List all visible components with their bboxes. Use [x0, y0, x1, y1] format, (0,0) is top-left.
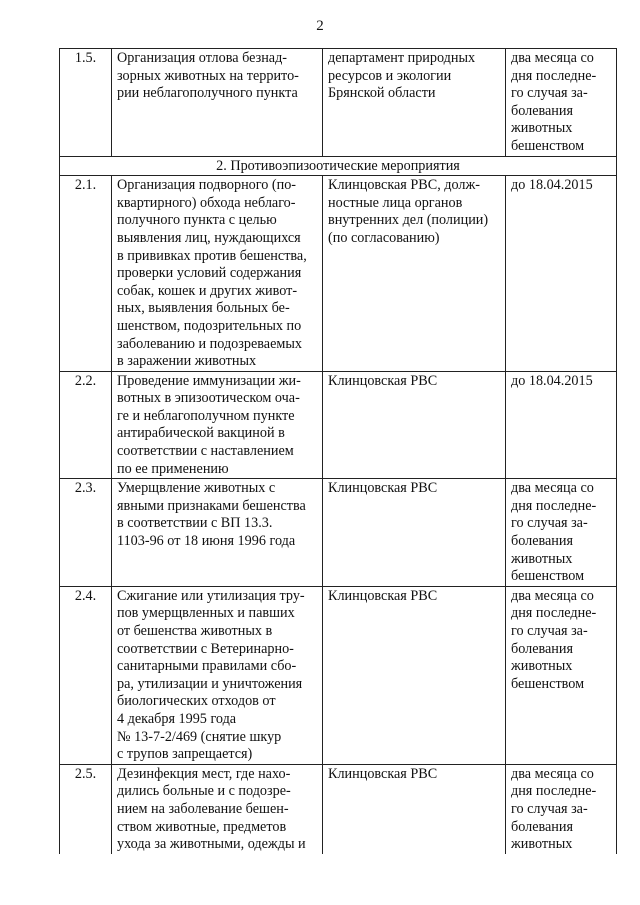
responsible-line: ресурсов и экологии: [328, 67, 452, 84]
action-line: шенством, подозрительных по: [117, 317, 302, 334]
deadline-line: дня последне-: [511, 783, 597, 800]
action-line: от бешенства животных в: [117, 623, 273, 639]
deadline-line: животных: [511, 836, 573, 853]
action-line: выявления лиц, нуждающихся: [117, 229, 301, 246]
action-line: явными признаками бешенства: [117, 497, 306, 514]
responsible-cell: [323, 479, 506, 587]
deadline-cell: [506, 49, 617, 157]
responsible-line: Клинцовская РВС: [328, 372, 438, 389]
action-line: с трупов запрещается): [117, 746, 253, 763]
deadline-line: до 18.04.2015: [511, 177, 593, 194]
item-number: 2.1.: [60, 176, 112, 372]
deadline-cell: [506, 479, 617, 587]
action-line: Организация отлова безнад-: [117, 50, 288, 66]
action-line: Дезинфекция мест, где нахо-: [117, 765, 291, 782]
deadline-line: два месяца со: [511, 765, 594, 782]
deadline-cell: [506, 371, 617, 479]
action-line: в прививках против бешенства,: [117, 247, 307, 264]
action-line: Проведение иммунизации жи-: [117, 372, 301, 389]
action-line: заболеванию и подозреваемых: [117, 335, 302, 352]
action-line: ством животные, предметов: [117, 818, 287, 835]
item-number: 2.2.: [60, 371, 112, 479]
table-row: [60, 479, 617, 587]
action-line: ухода за животными, одежды и: [117, 836, 306, 853]
deadline-line: го случая за-: [511, 800, 588, 817]
action-line: соответствии с наставлением: [117, 443, 294, 460]
deadline-line: болевания: [511, 533, 574, 550]
action-line: соответствии с Ветеринарно-: [117, 640, 294, 657]
action-line: проверки условий содержания: [117, 265, 302, 282]
action-line: в соответствии с ВП 13.3.: [117, 515, 273, 532]
deadline-line: дня последне-: [511, 497, 597, 514]
deadline-line: го случая за-: [511, 515, 588, 532]
action-cell: [112, 176, 323, 372]
action-line: 1103-96 от 18 июня 1996 года: [117, 533, 296, 550]
responsible-cell: [323, 764, 506, 853]
action-line: Сжигание или утилизация тру-: [117, 587, 305, 604]
action-line: квартирного) обхода неблаго-: [117, 194, 296, 211]
action-cell: [112, 49, 323, 157]
deadline-line: го случая за-: [511, 85, 588, 102]
action-line: ге и неблагополучном пункте: [117, 407, 295, 424]
action-line: ра, утилизации и уничтожения: [117, 675, 303, 692]
action-line: Организация подворного (по-: [117, 177, 297, 194]
action-line: биологических отходов от: [117, 693, 276, 710]
item-number: 2.5.: [60, 764, 112, 853]
page-number: 2: [316, 18, 324, 34]
action-line: получного пункта с целью: [117, 212, 277, 229]
responsible-line: Клинцовская РВС, долж-: [328, 177, 481, 194]
responsible-line: (по согласованию): [328, 229, 440, 246]
action-line: вотных в эпизоотическом оча-: [117, 390, 300, 407]
deadline-line: бешенством: [511, 675, 585, 692]
action-line: № 13-7-2/469 (снятие шкур: [117, 728, 282, 745]
item-number: 2.3.: [60, 479, 112, 587]
deadline-line: бешенством: [511, 137, 585, 154]
action-line: пов умерщвленных и павших: [117, 605, 295, 622]
action-line: рии неблагополучного пункта: [117, 85, 298, 102]
action-cell: [112, 371, 323, 479]
action-cell: [112, 586, 323, 764]
action-line: нием на заболевание бешен-: [117, 800, 289, 817]
deadline-line: животных: [511, 120, 573, 137]
action-cell: [112, 479, 323, 587]
action-cell: [112, 764, 323, 853]
action-line: по ее применению: [117, 460, 229, 477]
table-row: [60, 586, 617, 764]
section-heading-row: [60, 156, 617, 176]
responsible-cell: [323, 371, 506, 479]
item-number: 1.5.: [60, 49, 112, 157]
action-line: зорных животных на террито-: [117, 67, 299, 84]
table-row: [60, 764, 617, 853]
responsible-line: ностные лица органов: [328, 194, 463, 211]
deadline-line: до 18.04.2015: [511, 372, 593, 389]
action-line: санитарными правилами сбо-: [117, 658, 297, 675]
measures-table: [59, 48, 617, 854]
responsible-line: департамент природных: [328, 50, 476, 66]
table-row: [60, 49, 617, 157]
responsible-line: внутренних дел (полиции): [328, 212, 489, 229]
action-line: 4 декабря 1995 года: [117, 710, 237, 727]
table-row: [60, 176, 617, 372]
responsible-line: Клинцовская РВС: [328, 765, 438, 782]
deadline-line: два месяца со: [511, 480, 594, 497]
responsible-cell: [323, 49, 506, 157]
deadline-line: болевания: [511, 818, 574, 835]
action-line: ных, выявления больных бе-: [117, 300, 290, 317]
deadline-line: два месяца со: [511, 50, 594, 66]
deadline-line: го случая за-: [511, 623, 588, 639]
responsible-line: Клинцовская РВС: [328, 587, 438, 604]
deadline-line: дня последне-: [511, 67, 597, 84]
deadline-line: животных: [511, 550, 573, 567]
responsible-line: Брянской области: [328, 85, 436, 102]
deadline-line: животных: [511, 658, 573, 675]
table-row: [60, 371, 617, 479]
deadline-line: болевания: [511, 102, 574, 119]
deadline-cell: [506, 764, 617, 853]
section-heading: 2. Противоэпизоотические мероприятия: [60, 156, 617, 176]
action-line: Умерщвление животных с: [117, 480, 276, 497]
deadline-line: болевания: [511, 640, 574, 657]
deadline-line: два месяца со: [511, 587, 594, 604]
item-number: 2.4.: [60, 586, 112, 764]
action-line: антирабической вакциной в: [117, 425, 285, 442]
responsible-line: Клинцовская РВС: [328, 480, 438, 497]
action-line: в заражении животных: [117, 353, 257, 370]
deadline-cell: [506, 176, 617, 372]
deadline-line: дня последне-: [511, 605, 597, 622]
action-line: дились больные и с подозре-: [117, 783, 291, 800]
deadline-line: бешенством: [511, 568, 585, 585]
action-line: собак, кошек и других живот-: [117, 282, 298, 299]
responsible-cell: [323, 586, 506, 764]
deadline-cell: [506, 586, 617, 764]
responsible-cell: [323, 176, 506, 372]
